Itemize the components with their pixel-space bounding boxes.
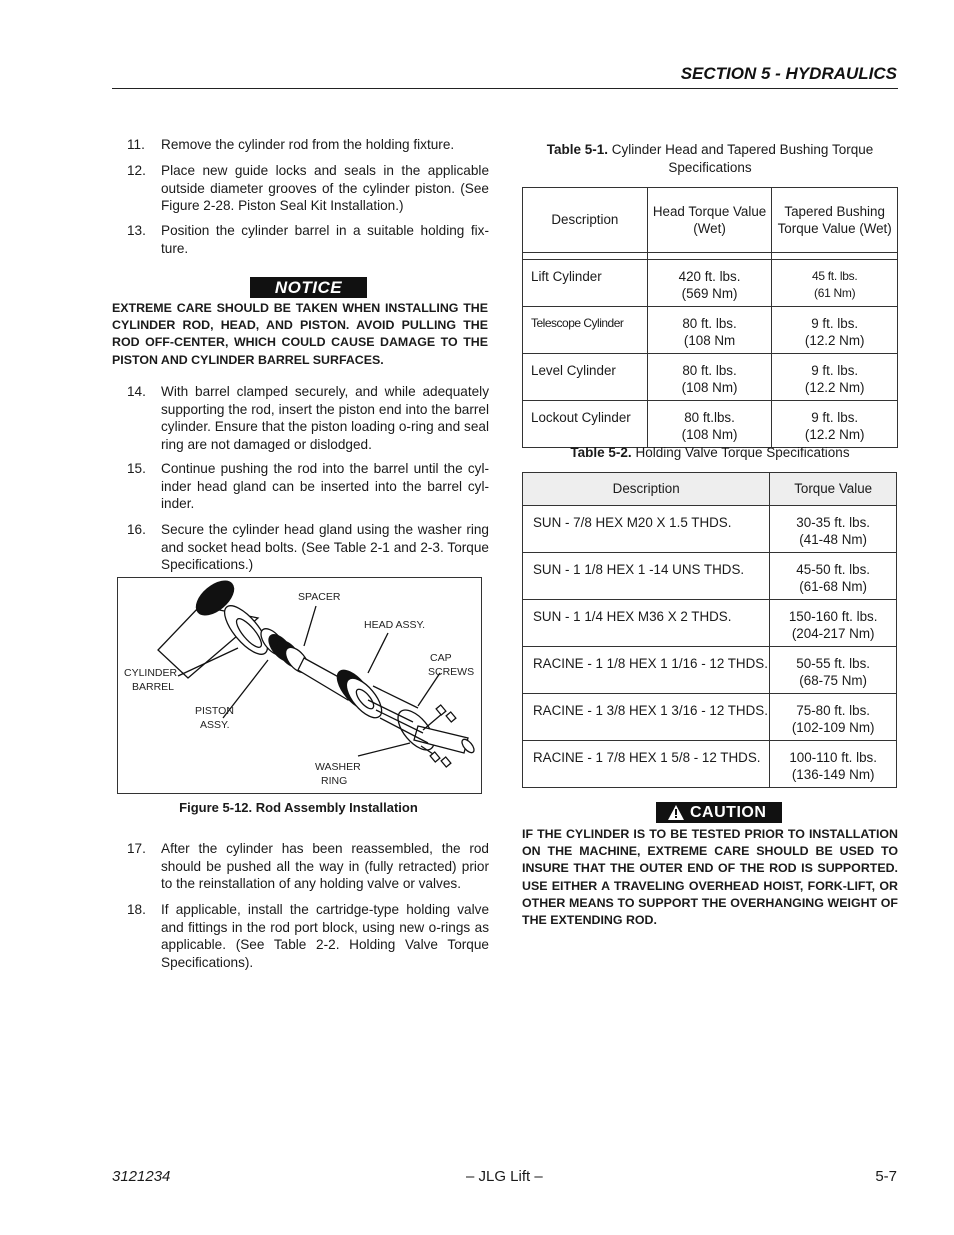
table-row xyxy=(523,354,898,401)
label-cylinder-barrel-1: CYLINDER xyxy=(124,667,178,679)
table1-caption-line2: Specifications xyxy=(668,160,752,175)
table-header-row xyxy=(523,473,897,506)
step-text: If applicable, install the cartridge-type holding valve and fittings in the rod port block, using new o-rings as applicable. (See Table 2-2. Holding Valve Torque Specifications). xyxy=(161,902,489,970)
step-text: Secure the cylinder head gland using the washer ring and socket head bolts. (See Table 2-1 and 2-3. Torque Specifications.) xyxy=(161,522,489,572)
step-item xyxy=(112,460,489,513)
step-number: 14. xyxy=(127,384,146,399)
step-text: Remove the cylinder rod from the holding fixture. xyxy=(161,137,455,152)
table-cell-tapered-bushing: 9 ft. lbs. (12.2 Nm) xyxy=(772,307,898,354)
table-header-cell: Description xyxy=(523,473,770,506)
step-text: Position the cylinder barrel in a suitable holding fix-ture. xyxy=(161,223,489,256)
holding-valve-torque-table xyxy=(522,472,897,788)
table2-caption-text: Holding Valve Torque Specifications xyxy=(631,445,850,460)
footer-page-number: 5-7 xyxy=(875,1168,897,1185)
table-row xyxy=(523,553,897,600)
table1-caption-number: Table 5-1. xyxy=(546,142,609,157)
label-washer-ring-2: RING xyxy=(321,775,348,787)
step-item xyxy=(112,840,489,893)
step-item xyxy=(112,222,489,257)
table1-caption xyxy=(522,141,898,177)
step-number: 13. xyxy=(127,223,146,238)
step-text: After the cylinder has been reassembled, the rod should be pushed all the way in (fully retracted) prior to the reinstallation of any holding valve or valves. xyxy=(161,841,489,891)
notice-badge: NOTICE xyxy=(250,277,367,298)
caution-label: CAUTION xyxy=(690,804,767,821)
cylinder-torque-table xyxy=(522,187,898,448)
step-number: 15. xyxy=(127,461,146,476)
table-cell-head-torque: 80 ft. lbs. (108 Nm) xyxy=(647,354,772,401)
label-piston-assy-1: PISTON xyxy=(195,705,234,717)
table-cell-tapered-bushing: 9 ft. lbs. (12.2 Nm) xyxy=(772,354,898,401)
step-number: 11. xyxy=(127,137,145,152)
table-cell-tapered-bushing: 9 ft. lbs. (12.2 Nm) xyxy=(772,401,898,448)
step-number: 16. xyxy=(127,522,146,537)
table2-caption-number: Table 5-2. xyxy=(570,445,632,460)
table-cell-torque: 30-35 ft. lbs. (41-48 Nm) xyxy=(770,506,897,553)
table-cell-torque: 150-160 ft. lbs. (204-217 Nm) xyxy=(770,600,897,647)
table-cell-description: Lockout Cylinder xyxy=(523,401,648,448)
table-cell-head-torque: 80 ft. lbs. (108 Nm xyxy=(647,307,772,354)
step-number: 17. xyxy=(127,841,146,856)
section-title: SECTION 5 - HYDRAULICS xyxy=(680,64,897,83)
caution-badge xyxy=(656,802,782,823)
table-cell-description: Lift Cylinder xyxy=(523,260,648,307)
table-cell-description: SUN - 7/8 HEX M20 X 1.5 THDS. xyxy=(523,506,770,553)
label-spacer: SPACER xyxy=(298,591,341,603)
table-cell-description: RACINE - 1 1/8 HEX 1 1/16 - 12 THDS. xyxy=(523,647,770,694)
table-cell-description: RACINE - 1 3/8 HEX 1 3/16 - 12 THDS. xyxy=(523,694,770,741)
step-text: With barrel clamped securely, and while adequately supporting the rod, insert the piston end into the barrel cylinder. Ensure that the piston loading o-ring and seal ring are not damaged or dislodged. xyxy=(161,384,489,452)
table2-caption xyxy=(522,444,898,462)
step-text: Place new guide locks and seals in the applicable outside diameter grooves of the cylinder piston. (See Figure 2-28. Piston Seal Kit Installation.) xyxy=(161,163,489,213)
warning-triangle-icon xyxy=(668,805,684,820)
caution-text: IF THE CYLINDER IS TO BE TESTED PRIOR TO INSTALLATION ON THE MACHINE, EXTREME CARE SHOULD BE USED TO INSURE THAT THE OUTER END OF THE ROD IS SUPPORTED. USE EITHER A TRAVELING OVERHEAD HOIST, FORK-LIFT, OR OTHER MEANS TO SUPPORT THE OVERHANGING WEIGHT OF THE EXTENDING ROD. xyxy=(522,827,898,928)
table-header-row xyxy=(523,188,898,253)
rod-assembly-figure xyxy=(117,577,482,794)
step-text: Continue pushing the rod into the barrel until the cyl-inder head gland can be inserted into the barrel cyl-inder. xyxy=(161,461,489,511)
header-rule xyxy=(112,88,898,89)
figure-caption: Figure 5-12. Rod Assembly Installation xyxy=(179,800,418,815)
table-row xyxy=(523,401,898,448)
table-header-cell: Torque Value xyxy=(770,473,897,506)
table-cell-head-torque: 420 ft. lbs. (569 Nm) xyxy=(647,260,772,307)
table-row xyxy=(523,600,897,647)
table-cell-description: SUN - 1 1/4 HEX M36 X 2 THDS. xyxy=(523,600,770,647)
table-row xyxy=(523,260,898,307)
step-item xyxy=(112,521,489,574)
table-header-cell: Description xyxy=(523,188,648,253)
label-cap-screws-2: SCREWS xyxy=(428,666,475,678)
step-item xyxy=(112,136,489,154)
notice-text: EXTREME CARE SHOULD BE TAKEN WHEN INSTALLING THE CYLINDER ROD, HEAD, AND PISTON. AVOID PULLING THE ROD OFF-CENTER, WHICH COULD CAUSE DAMAGE TO THE PISTON AND CYLINDER BARREL SURFACES. xyxy=(112,301,488,367)
table-cell-torque: 100-110 ft. lbs. (136-149 Nm) xyxy=(770,741,897,788)
table-cell-torque: 75-80 ft. lbs. (102-109 Nm) xyxy=(770,694,897,741)
step-number: 18. xyxy=(127,902,146,917)
table-spacer-row xyxy=(523,253,898,260)
table-cell-description: Telescope Cylinder xyxy=(523,307,648,354)
table-row xyxy=(523,506,897,553)
table-header-cell: Tapered Bushing Torque Value (Wet) xyxy=(772,188,898,253)
step-item xyxy=(112,901,489,971)
table-row xyxy=(523,694,897,741)
table-cell-head-torque: 80 ft.lbs. (108 Nm) xyxy=(647,401,772,448)
table1-caption-text: Cylinder Head and Tapered Bushing Torque xyxy=(608,142,874,157)
step-number: 12. xyxy=(127,163,146,178)
footer-doc-number: 3121234 xyxy=(112,1168,171,1185)
table-row xyxy=(523,741,897,788)
step-item xyxy=(112,162,489,215)
table-cell-description: Level Cylinder xyxy=(523,354,648,401)
label-piston-assy-2: ASSY. xyxy=(200,719,230,731)
table-row xyxy=(523,307,898,354)
table-cell-description: SUN - 1 1/8 HEX 1 -14 UNS THDS. xyxy=(523,553,770,600)
label-cylinder-barrel-2: BARREL xyxy=(132,681,175,693)
label-washer-ring-1: WASHER xyxy=(315,761,361,773)
footer-center: – JLG Lift – xyxy=(466,1168,543,1185)
label-cap-screws-1: CAP xyxy=(430,652,452,664)
table-cell-tapered-bushing: 45 ft. lbs. (61 Nm) xyxy=(772,260,898,307)
label-head-assy: HEAD ASSY. xyxy=(364,619,426,631)
table-cell-description: RACINE - 1 7/8 HEX 1 5/8 - 12 THDS. xyxy=(523,741,770,788)
step-item xyxy=(112,383,489,453)
table-cell-torque: 45-50 ft. lbs. (61-68 Nm) xyxy=(770,553,897,600)
table-cell-torque: 50-55 ft. lbs. (68-75 Nm) xyxy=(770,647,897,694)
table-header-cell: Head Torque Value (Wet) xyxy=(647,188,772,253)
table-row xyxy=(523,647,897,694)
